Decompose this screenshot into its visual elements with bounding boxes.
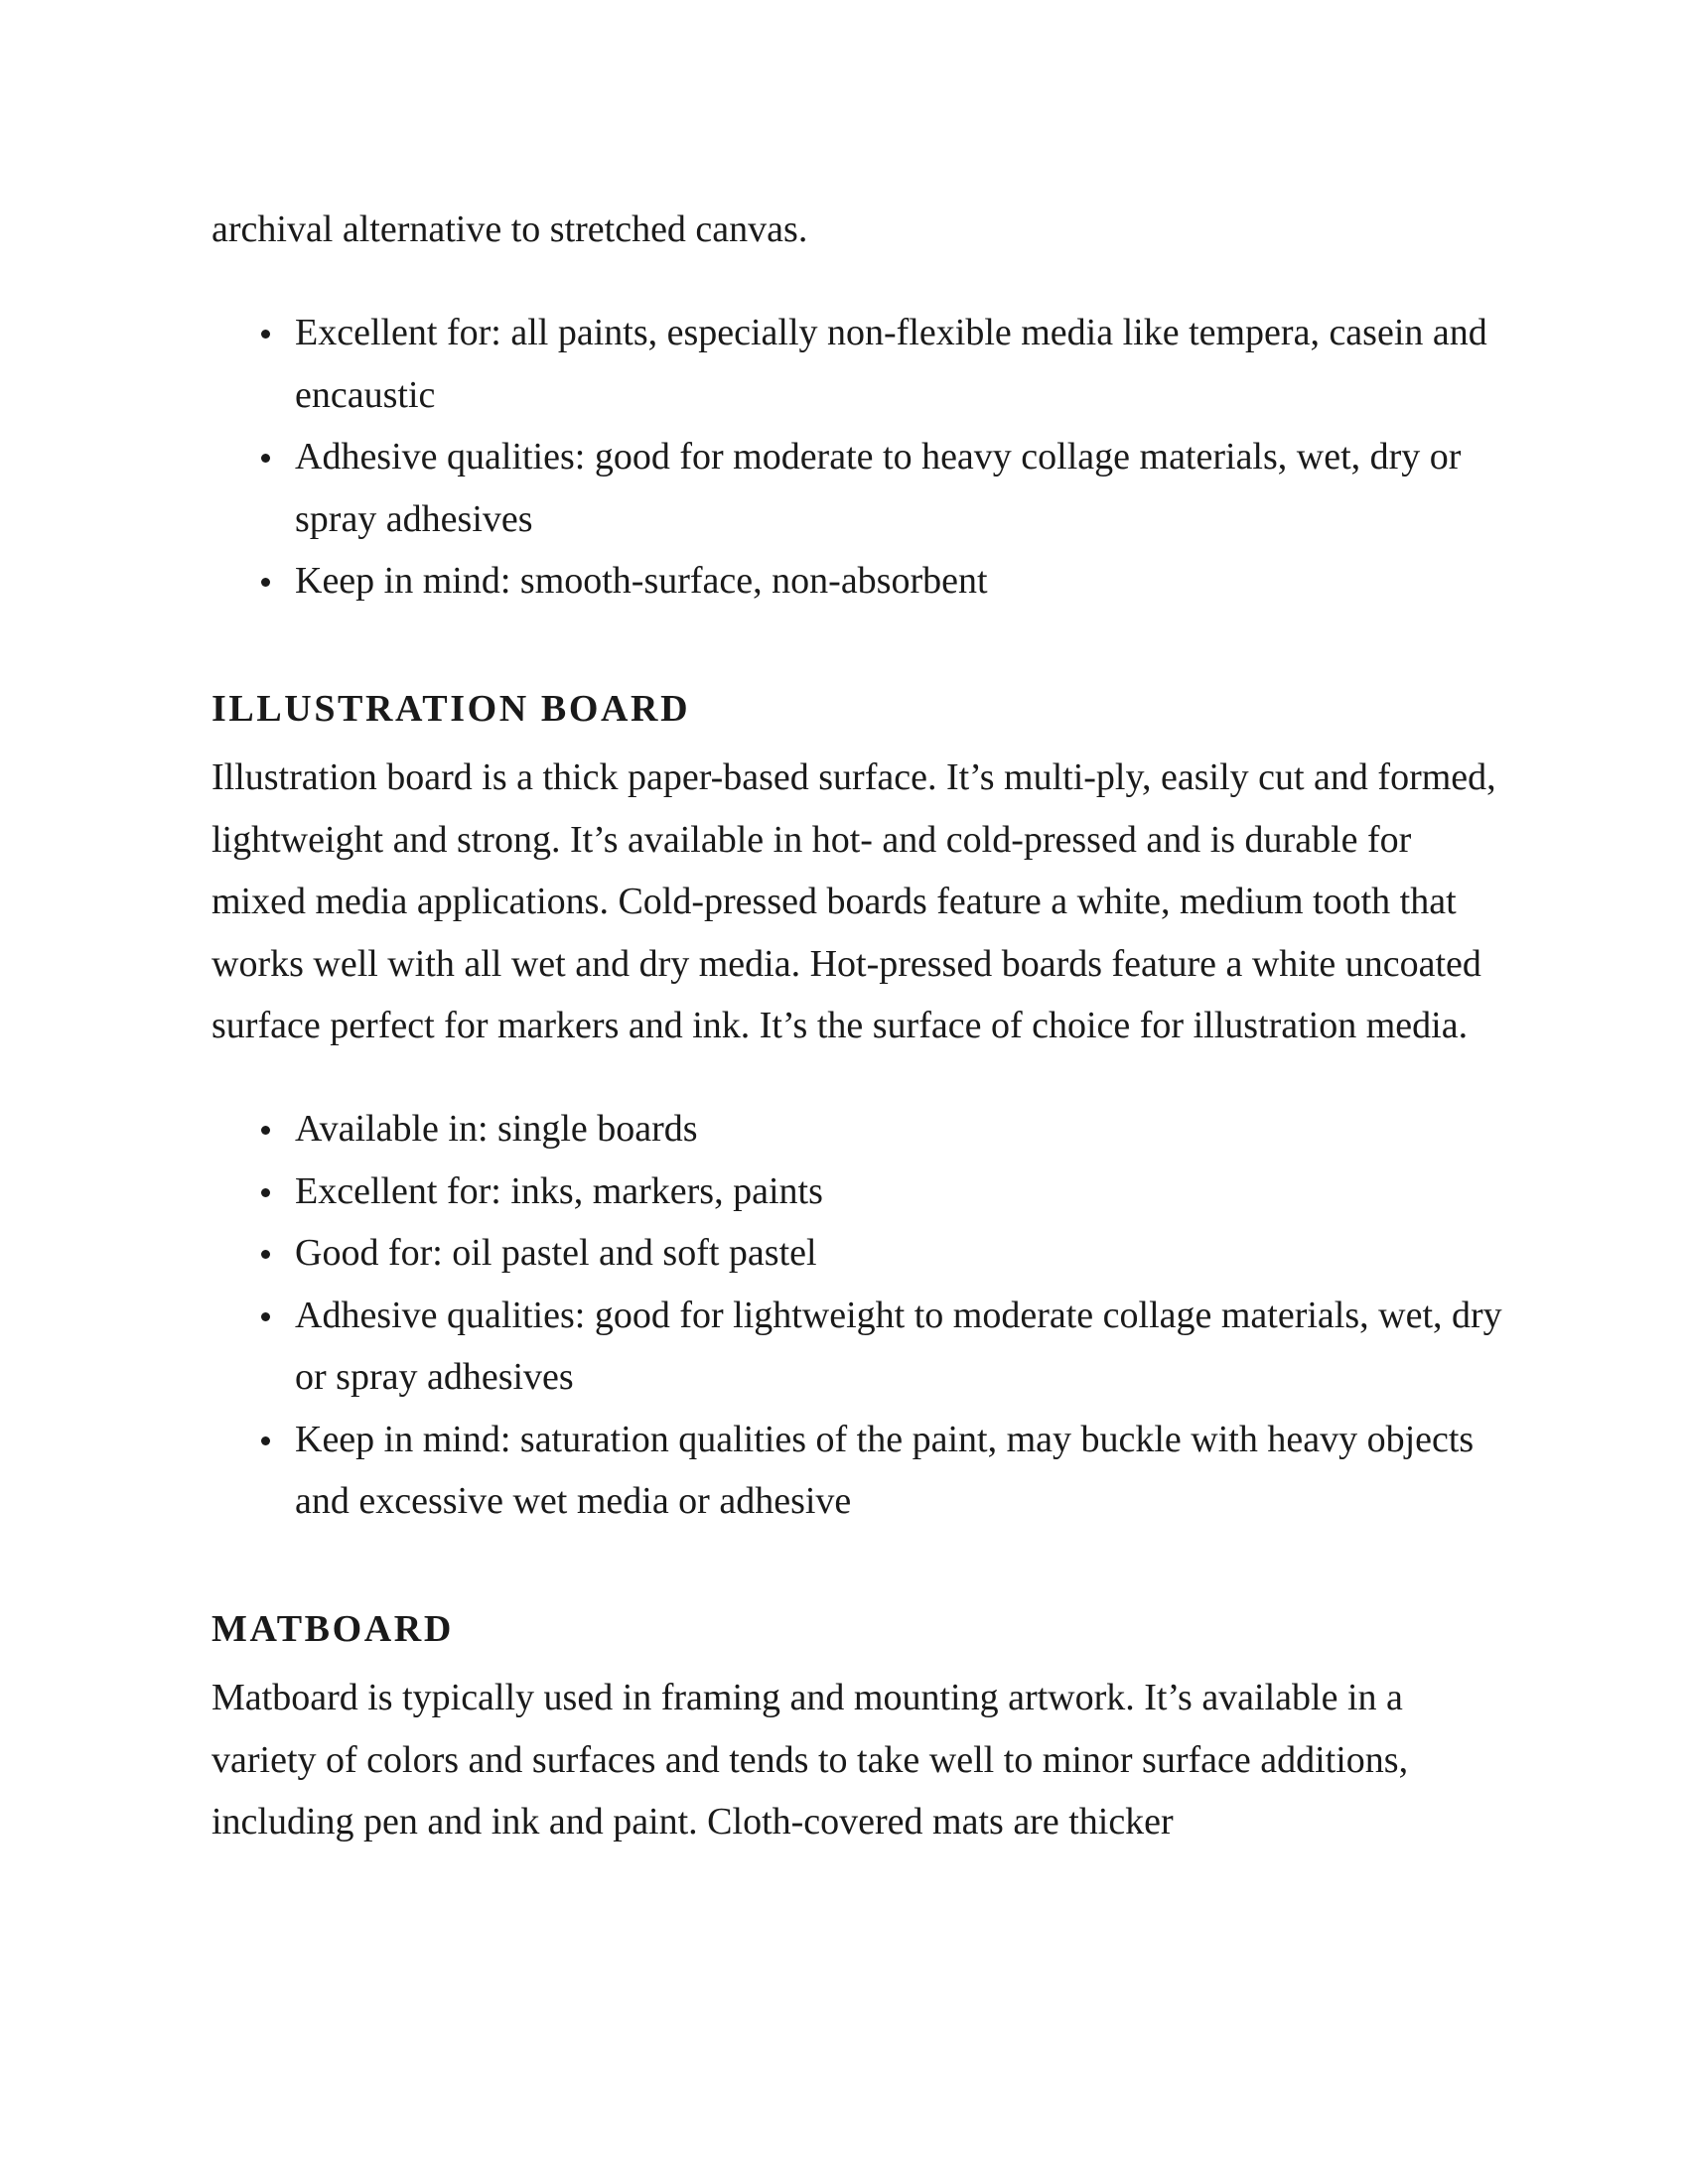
list-item: Available in: single boards bbox=[295, 1098, 1502, 1160]
matboard-paragraph: Matboard is typically used in framing and mounting artwork. It’s available in a variety of colors and surfaces and tends to take well to minor surface additions, including pen and ink and paint. Cloth-covered mats are thicker bbox=[211, 1677, 1409, 1843]
document-page bbox=[211, 199, 1502, 1853]
list-item: Adhesive qualities: good for moderate to heavy collage materials, wet, dry or spray adhesives bbox=[295, 426, 1502, 550]
section-heading-illustration-board: ILLUSTRATION BOARD bbox=[211, 688, 691, 731]
intro-paragraph-tail: archival alternative to stretched canvas. bbox=[211, 208, 808, 250]
illustration-board-list bbox=[211, 1098, 1502, 1532]
section-heading-matboard: MATBOARD bbox=[211, 1608, 454, 1651]
list-item: Excellent for: inks, markers, paints bbox=[295, 1160, 1502, 1222]
illustration-board-paragraph: Illustration board is a thick paper-based surface. It’s multi-ply, easily cut and formed, lightweight and strong. It’s available in hot- and cold-pressed and is durable for mixed media applications. Cold-pressed boards feature a white, medium tooth that works well with all wet and dry media. Hot-pressed boards feature a white uncoated surface perfect for markers and ink. It’s the surface of choice for illustration media. bbox=[211, 756, 1496, 1047]
list-item: Keep in mind: smooth-surface, non-absorbent bbox=[295, 550, 1502, 612]
list-item: Adhesive qualities: good for lightweight to moderate collage materials, wet, dry or spray adhesives bbox=[295, 1285, 1502, 1409]
list-item: Good for: oil pastel and soft pastel bbox=[295, 1222, 1502, 1284]
list-item: Keep in mind: saturation qualities of the paint, may buckle with heavy objects and excessive wet media or adhesive bbox=[295, 1409, 1502, 1533]
features-list-previous bbox=[211, 302, 1502, 612]
list-item: Excellent for: all paints, especially non-flexible media like tempera, casein and encaustic bbox=[295, 302, 1502, 426]
